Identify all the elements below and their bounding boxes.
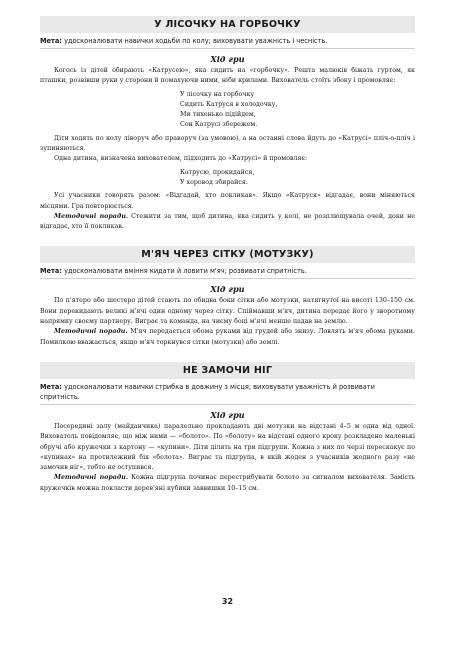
progress-heading: Хід гри	[210, 409, 245, 420]
goal-label: Мета:	[40, 267, 62, 276]
paragraph: Посередині залу (майданчика) паралельно прокладають дві мотузки на відстані 4–5 м одна від одної. Вихователь повідомляє, що між ними — «болото». По «болоту» на відстані одного кроку розкладено маленькі обручі або кружечки з картону — «купини». Діти ділять на три підгрупи. Кожна з них по черзі перескакує по «купинах» на протилежний бік «болота». Виграє та підгрупа, в якій жоден з учасників жодного разу «не замочив ніг», тобто не оступився.	[40, 422, 415, 472]
game-title: НЕ ЗАМОЧИ НІГ	[40, 362, 415, 379]
paragraph: Усі учасники говорять разом: «Відгадай, хто покликав». Якщо «Катруся» відгадає, вони міняються місцями. Гра повторюється.	[40, 192, 415, 210]
game-section-3	[40, 362, 415, 494]
paragraph: Когось із дітей обирають «Катрусею», яка сидить на «горбочку». Решта малюків біжать гуртом, як пташки, розвівши руки у сторони й помахуючи ними, ніби крилами. Вихователь стоїть збоку і промовляє:	[40, 67, 415, 85]
goal-text: удосконалювати навички стрибка в довжину з місця; виховувати уважність й розвивати спритність.	[40, 382, 375, 401]
methodical-tips	[40, 473, 415, 494]
poem-line: У хоровод збирайся.	[180, 178, 248, 186]
poem	[180, 90, 415, 131]
paragraph: Діти ходять по колу ліворуч або праворуч (за умовою), а на останні слова йдуть до «Катрусі» пліч-о-пліч і зупиняються.	[40, 134, 415, 153]
goal	[40, 36, 415, 49]
goal	[40, 266, 415, 279]
goal-label: Мета:	[40, 37, 62, 45]
tips-text: Кожна підгрупа починає перестрибувати болото за сигналом вихователя. Замість кружечків можна покласти дерев'яні кубики заввишки 10–15 см.	[40, 474, 415, 492]
goal-text: удосконалювати вміння кидати й ловити м'яч; розвивати спритність.	[64, 267, 307, 276]
poem	[180, 168, 415, 189]
tips-label: Методичні поради.	[54, 328, 128, 336]
game-section-1	[40, 16, 415, 232]
tips-text: М'яч передається обома руками від грудей або знизу. Ловлять м'яч обома руками. Помилкою вважається, якщо м'яч торкнувся сітки (мотузки) або землі.	[40, 328, 415, 346]
game-title: М'ЯЧ ЧЕРЕЗ СІТКУ (МОТУЗКУ)	[40, 246, 415, 263]
poem-line: Ми тихенько підійдем,	[180, 111, 256, 119]
goal-text: удосконалювати навички ходьби по колу; виховувати уважність і чесність.	[64, 37, 328, 45]
poem-line: Сидить Катруся в холодочку,	[180, 100, 278, 108]
game-title: У ЛІСОЧКУ НА ГОРБОЧКУ	[40, 16, 415, 33]
goal-label: Мета:	[40, 382, 62, 391]
tips-label: Методичні поради.	[54, 474, 129, 482]
tips-text: Стежити за тим, щоб дитина, яка сидить у колі, не розплющувала очей, доки не відгадає, хто її покликав.	[40, 212, 415, 231]
progress-heading: Хід гри	[210, 284, 245, 295]
methodical-tips	[40, 212, 415, 233]
methodical-tips	[40, 327, 415, 348]
paragraph: По п'ятеро або шестеро дітей стають по обидва боки сітки або мотузки, натягнутої на висоті 130–150 см. Вони перекидають великі м'ячі один одному через сітку. Спіймавши м'яч, дитина передає його у зворотному напрямку своєму партнеру. Виграє та команда, на чиєму боці м'ячі менше падав на землю.	[40, 297, 415, 326]
poem-line: Сон Катрусі збережем.	[180, 121, 258, 129]
page	[40, 10, 415, 494]
progress-heading: Хід гри	[210, 54, 245, 64]
game-section-2	[40, 246, 415, 347]
tips-label: Методичні поради.	[54, 212, 128, 220]
page-number: 32	[221, 597, 234, 606]
goal	[40, 382, 415, 405]
paragraph: Одна дитина, визначена вихователем, підходить до «Катрусі» й промовляє:	[54, 155, 308, 163]
poem-line: Катрусю, прокидайся,	[180, 168, 255, 176]
poem-line: У лісочку на горбочку	[180, 90, 255, 98]
